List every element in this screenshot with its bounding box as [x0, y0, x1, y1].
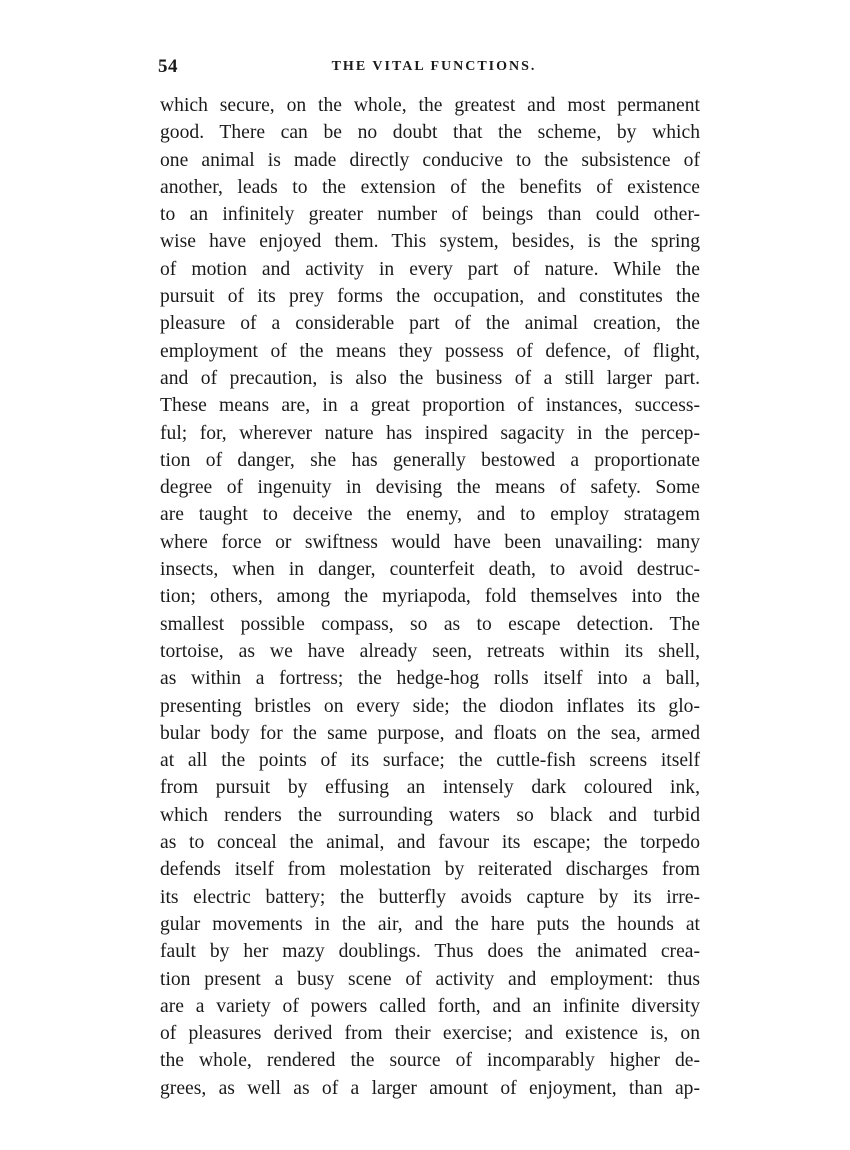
text-line: as within a fortress; the hedge-hog rolls itself into a ball, — [160, 668, 700, 690]
text-line: where force or swiftness would have been unavailing: many — [160, 531, 700, 553]
text-line: presenting bristles on every side; the diodon inflates its glo- — [160, 695, 700, 717]
page-number: 54 — [158, 56, 178, 77]
text-line: degree of ingenuity in devising the means of safety. Some — [160, 477, 700, 499]
text-line: bular body for the same purpose, and floats on the sea, armed — [160, 722, 700, 744]
text-line: are taught to deceive the enemy, and to employ stratagem — [160, 504, 700, 526]
text-line: grees, as well as of a larger amount of enjoyment, than ap- — [160, 1077, 700, 1099]
text-line: These means are, in a great proportion of instances, success- — [160, 395, 700, 417]
text-line: defends itself from molestation by reiterated discharges from — [160, 859, 700, 881]
text-line: which secure, on the whole, the greatest and most permanent — [160, 95, 700, 116]
text-line: at all the points of its surface; the cuttle-fish screens itself — [160, 750, 700, 772]
text-line: as to conceal the animal, and favour its escape; the torpedo — [160, 832, 700, 854]
running-head — [158, 56, 700, 80]
text-line: pursuit of its prey forms the occupation, and constitutes the — [160, 286, 700, 308]
text-line: tortoise, as we have already seen, retreats within its shell, — [160, 640, 700, 662]
text-line: tion of danger, she has generally bestowed a proportionate — [160, 449, 700, 471]
text-line: of pleasures derived from their exercise; and existence is, on — [160, 1023, 700, 1045]
text-line: insects, when in danger, counterfeit death, to avoid destruc- — [160, 559, 700, 581]
text-line: are a variety of powers called forth, and an infinite diversity — [160, 995, 700, 1017]
text-line: of motion and activity in every part of nature. While the — [160, 258, 700, 280]
text-line: its electric battery; the butterfly avoids capture by its irre- — [160, 886, 700, 908]
text-line: tion; others, among the myriapoda, fold themselves into the — [160, 586, 700, 608]
text-line: gular movements in the air, and the hare puts the hounds at — [160, 913, 700, 935]
text-line: another, leads to the extension of the benefits of existence — [160, 176, 700, 198]
text-line: one animal is made directly conducive to the subsistence of — [160, 149, 700, 171]
text-line: tion present a busy scene of activity and employment: thus — [160, 968, 700, 990]
text-line: employment of the means they possess of defence, of flight, — [160, 340, 700, 362]
text-line: from pursuit by effusing an intensely dark coloured ink, — [160, 777, 700, 799]
text-line: fault by her mazy doublings. Thus does the animated crea- — [160, 941, 700, 963]
text-line: wise have enjoyed them. This system, besides, is the spring — [160, 231, 700, 253]
text-line: good. There can be no doubt that the scheme, by which — [160, 122, 700, 144]
text-line: ful; for, wherever nature has inspired sagacity in the percep- — [160, 422, 700, 444]
text-line: pleasure of a considerable part of the animal creation, the — [160, 313, 700, 335]
text-line: smallest possible compass, so as to escape detection. The — [160, 613, 700, 635]
body-text — [160, 92, 700, 1102]
text-line: the whole, rendered the source of incomparably higher de- — [160, 1050, 700, 1072]
running-title: THE VITAL FUNCTIONS. — [331, 59, 537, 74]
text-line: to an infinitely greater number of beings than could other- — [160, 204, 700, 226]
text-line: which renders the surrounding waters so black and turbid — [160, 804, 700, 826]
text-line: and of precaution, is also the business of a still larger part. — [160, 367, 700, 389]
